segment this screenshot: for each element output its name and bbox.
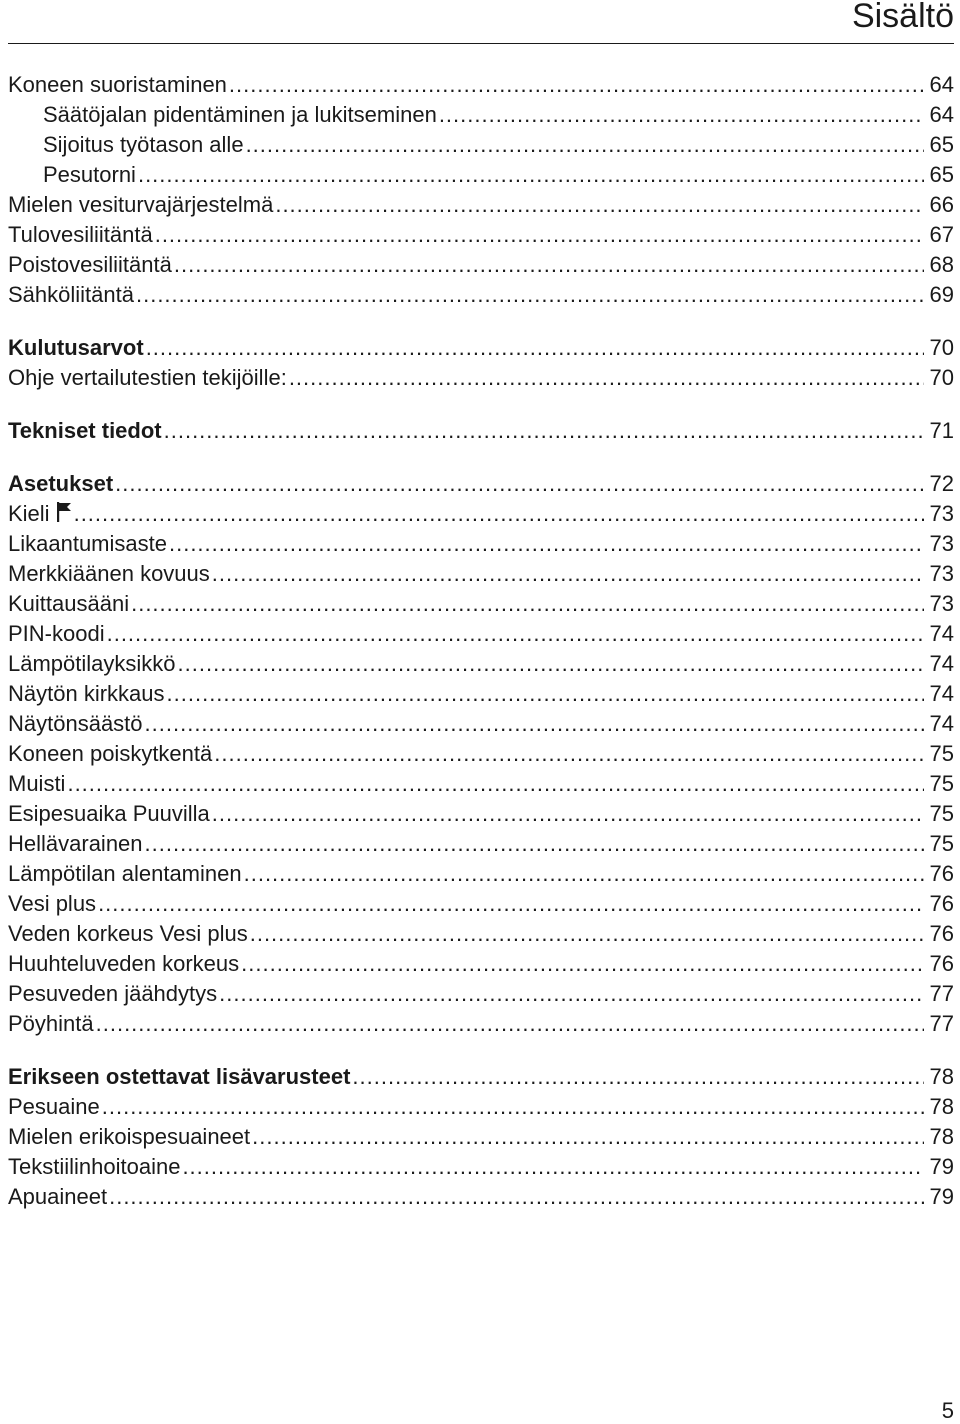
toc-entry-label bbox=[8, 559, 212, 589]
toc-leader-dots bbox=[145, 829, 924, 859]
toc-entry[interactable] bbox=[8, 220, 954, 250]
toc-entry-page: 69 bbox=[924, 280, 954, 310]
toc-entry-label bbox=[8, 859, 244, 889]
toc-entry-text: Mielen vesiturvajärjestelmä bbox=[8, 192, 274, 217]
toc-entry-label bbox=[8, 799, 212, 829]
toc-leader-dots bbox=[96, 1009, 924, 1039]
toc-entry-label bbox=[8, 709, 145, 739]
toc-entry[interactable] bbox=[8, 416, 954, 446]
toc-entry-label bbox=[8, 190, 275, 220]
toc-entry-page: 68 bbox=[924, 250, 954, 280]
toc-entry-label bbox=[8, 739, 214, 769]
toc-leader-dots bbox=[107, 619, 924, 649]
toc-entry-label bbox=[8, 469, 115, 499]
toc-leader-dots bbox=[241, 949, 923, 979]
toc-entry[interactable] bbox=[8, 559, 954, 589]
toc-leader-dots bbox=[352, 1062, 923, 1092]
toc-entry[interactable] bbox=[8, 979, 954, 1009]
toc-entry-page: 73 bbox=[924, 499, 954, 529]
toc-entry-text: Pesuaine bbox=[8, 1094, 100, 1119]
toc-entry-label bbox=[8, 499, 74, 529]
toc-entry[interactable] bbox=[8, 70, 954, 100]
toc-entry[interactable] bbox=[8, 649, 954, 679]
table-of-contents bbox=[8, 70, 954, 1212]
toc-entry-text: Pesuveden jäähdytys bbox=[8, 981, 218, 1006]
toc-entry-page: 79 bbox=[924, 1182, 954, 1212]
toc-entry-page: 70 bbox=[924, 333, 954, 363]
toc-entry[interactable] bbox=[8, 280, 954, 310]
flag-icon bbox=[56, 501, 72, 523]
toc-entry-label bbox=[8, 649, 178, 679]
toc-leader-dots bbox=[439, 100, 924, 130]
toc-entry-label bbox=[8, 70, 229, 100]
page-number: 5 bbox=[941, 1398, 954, 1423]
toc-entry-page: 73 bbox=[924, 589, 954, 619]
toc-entry-text: Huuhteluveden korkeus bbox=[8, 951, 240, 976]
toc-leader-dots bbox=[244, 859, 924, 889]
toc-entry-text: Merkkiäänen kovuus bbox=[8, 561, 210, 586]
toc-leader-dots bbox=[146, 333, 924, 363]
toc-leader-dots bbox=[67, 769, 923, 799]
toc-entry-text: Erikseen ostettavat lisävarusteet bbox=[8, 1064, 351, 1089]
toc-entry-page: 77 bbox=[924, 1009, 954, 1039]
toc-leader-dots bbox=[212, 559, 924, 589]
toc-entry[interactable] bbox=[8, 190, 954, 220]
toc-entry-text: Lämpötilan alentaminen bbox=[8, 861, 242, 886]
toc-leader-dots bbox=[169, 529, 924, 559]
toc-entry-page: 74 bbox=[924, 619, 954, 649]
toc-entry-page: 67 bbox=[924, 220, 954, 250]
title-rule bbox=[8, 43, 954, 44]
toc-entry[interactable] bbox=[8, 709, 954, 739]
toc-entry[interactable] bbox=[8, 829, 954, 859]
toc-entry-page: 75 bbox=[924, 799, 954, 829]
toc-entry-text: Apuaineet bbox=[8, 1184, 108, 1209]
toc-entry-label bbox=[8, 130, 246, 160]
toc-entry-text: Pesutorni bbox=[43, 162, 136, 187]
toc-leader-dots bbox=[138, 160, 924, 190]
toc-entry-label bbox=[8, 589, 131, 619]
page-title: Sisältö bbox=[851, 0, 954, 35]
toc-entry-text: Muisti bbox=[8, 771, 66, 796]
toc-entry-text: Vesi plus bbox=[8, 891, 97, 916]
toc-entry-text: Tekstiilinhoitoaine bbox=[8, 1154, 181, 1179]
toc-entry-text: Asetukset bbox=[8, 471, 114, 496]
toc-entry[interactable] bbox=[8, 679, 954, 709]
toc-leader-dots bbox=[252, 1122, 923, 1152]
toc-entry-page: 77 bbox=[924, 979, 954, 1009]
toc-entry-page: 73 bbox=[924, 529, 954, 559]
toc-entry-label bbox=[8, 1009, 96, 1039]
toc-entry[interactable] bbox=[8, 529, 954, 559]
toc-entry-text: Näytönsäästö bbox=[8, 711, 143, 736]
toc-entry-label bbox=[8, 220, 155, 250]
toc-entry-page: 73 bbox=[924, 559, 954, 589]
toc-entry-text: Pöyhintä bbox=[8, 1011, 94, 1036]
toc-entry-page: 74 bbox=[924, 649, 954, 679]
toc-entry-label bbox=[8, 529, 169, 559]
toc-entry-text: Hellävarainen bbox=[8, 831, 143, 856]
toc-entry-label bbox=[8, 100, 439, 130]
toc-leader-dots bbox=[289, 363, 924, 393]
toc-entry-page: 78 bbox=[924, 1122, 954, 1152]
toc-entry[interactable] bbox=[8, 250, 954, 280]
toc-entry[interactable] bbox=[8, 499, 954, 529]
toc-leader-dots bbox=[155, 220, 924, 250]
toc-entry[interactable] bbox=[8, 889, 954, 919]
toc-leader-dots bbox=[109, 1182, 923, 1212]
toc-entry-label bbox=[8, 160, 138, 190]
toc-entry-page: 78 bbox=[924, 1092, 954, 1122]
toc-entry[interactable] bbox=[8, 589, 954, 619]
toc-entry[interactable] bbox=[8, 1122, 954, 1152]
toc-entry-label bbox=[8, 619, 107, 649]
toc-entry-text: Ohje vertailutestien tekijöille: bbox=[8, 365, 287, 390]
toc-entry[interactable] bbox=[8, 363, 954, 393]
toc-entry-text: Poistovesiliitäntä bbox=[8, 252, 172, 277]
toc-entry[interactable] bbox=[8, 619, 954, 649]
toc-entry[interactable] bbox=[8, 739, 954, 769]
toc-entry-page: 75 bbox=[924, 769, 954, 799]
toc-leader-dots bbox=[214, 739, 923, 769]
toc-entry-label bbox=[8, 979, 219, 1009]
toc-entry-text: Mielen erikoispesuaineet bbox=[8, 1124, 251, 1149]
toc-entry[interactable] bbox=[8, 859, 954, 889]
toc-leader-dots bbox=[74, 499, 924, 529]
toc-leader-dots bbox=[219, 979, 923, 1009]
toc-entry-page: 70 bbox=[924, 363, 954, 393]
toc-entry-label bbox=[8, 1062, 352, 1092]
toc-leader-dots bbox=[115, 469, 923, 499]
toc-leader-dots bbox=[212, 799, 924, 829]
toc-entry-page: 76 bbox=[924, 859, 954, 889]
toc-entry-text: Koneen suoristaminen bbox=[8, 72, 227, 97]
toc-entry-label bbox=[8, 1122, 252, 1152]
toc-leader-dots bbox=[275, 190, 923, 220]
toc-entry-text: Kuittausääni bbox=[8, 591, 130, 616]
toc-entry-label bbox=[8, 416, 164, 446]
toc-leader-dots bbox=[182, 1152, 923, 1182]
toc-leader-dots bbox=[145, 709, 924, 739]
toc-entry-page: 76 bbox=[924, 919, 954, 949]
toc-entry-page: 71 bbox=[924, 416, 954, 446]
toc-entry-page: 72 bbox=[924, 469, 954, 499]
toc-entry-page: 65 bbox=[924, 130, 954, 160]
toc-entry-label bbox=[8, 769, 67, 799]
toc-entry-text: Kieli bbox=[8, 501, 50, 526]
toc-entry-text: Sijoitus työtason alle bbox=[43, 132, 244, 157]
toc-leader-dots bbox=[131, 589, 923, 619]
toc-leader-dots bbox=[174, 250, 924, 280]
toc-entry-label bbox=[8, 1152, 182, 1182]
toc-entry[interactable] bbox=[8, 469, 954, 499]
toc-entry-text: Lämpötilayksikkö bbox=[8, 651, 176, 676]
toc-entry[interactable] bbox=[8, 1152, 954, 1182]
toc-entry[interactable] bbox=[8, 130, 954, 160]
toc-entry[interactable] bbox=[8, 919, 954, 949]
toc-entry-label bbox=[8, 829, 145, 859]
toc-entry-text: Kulutusarvot bbox=[8, 335, 144, 360]
toc-entry-text: Veden korkeus Vesi plus bbox=[8, 921, 248, 946]
toc-leader-dots bbox=[136, 280, 924, 310]
toc-entry-page: 66 bbox=[924, 190, 954, 220]
toc-leader-dots bbox=[98, 889, 923, 919]
toc-entry-label bbox=[8, 889, 98, 919]
toc-entry-text: PIN-koodi bbox=[8, 621, 105, 646]
toc-entry[interactable] bbox=[8, 1062, 954, 1092]
toc-leader-dots bbox=[246, 130, 924, 160]
toc-entry-page: 75 bbox=[924, 829, 954, 859]
toc-entry[interactable] bbox=[8, 100, 954, 130]
toc-entry-label bbox=[8, 679, 167, 709]
toc-leader-dots bbox=[178, 649, 924, 679]
toc-entry-text: Koneen poiskytkentä bbox=[8, 741, 213, 766]
toc-entry-page: 76 bbox=[924, 889, 954, 919]
toc-entry-text: Näytön kirkkaus bbox=[8, 681, 165, 706]
toc-entry[interactable] bbox=[8, 1092, 954, 1122]
toc-entry-label bbox=[8, 280, 136, 310]
toc-entry[interactable] bbox=[8, 769, 954, 799]
toc-entry-text: Sähköliitäntä bbox=[8, 282, 134, 307]
toc-entry-page: 76 bbox=[924, 949, 954, 979]
toc-entry-text: Likaantumisaste bbox=[8, 531, 167, 556]
toc-entry-page: 78 bbox=[924, 1062, 954, 1092]
toc-entry-label bbox=[8, 1092, 102, 1122]
toc-leader-dots bbox=[164, 416, 924, 446]
toc-entry-label bbox=[8, 333, 146, 363]
toc-entry-text: Tekniset tiedot bbox=[8, 418, 162, 443]
toc-entry-page: 65 bbox=[924, 160, 954, 190]
toc-entry-label bbox=[8, 919, 250, 949]
toc-entry-label bbox=[8, 949, 241, 979]
toc-entry[interactable] bbox=[8, 1182, 954, 1212]
toc-leader-dots bbox=[102, 1092, 924, 1122]
toc-entry[interactable] bbox=[8, 1009, 954, 1039]
toc-entry[interactable] bbox=[8, 333, 954, 363]
toc-entry-label bbox=[8, 1182, 109, 1212]
toc-entry[interactable] bbox=[8, 949, 954, 979]
toc-entry-page: 79 bbox=[924, 1152, 954, 1182]
toc-entry-label bbox=[8, 363, 289, 393]
toc-entry[interactable] bbox=[8, 799, 954, 829]
toc-leader-dots bbox=[250, 919, 924, 949]
toc-entry-page: 74 bbox=[924, 679, 954, 709]
toc-leader-dots bbox=[229, 70, 924, 100]
toc-entry-page: 64 bbox=[924, 70, 954, 100]
toc-leader-dots bbox=[167, 679, 924, 709]
toc-entry[interactable] bbox=[8, 160, 954, 190]
toc-entry-page: 64 bbox=[924, 100, 954, 130]
toc-entry-text: Tulovesiliitäntä bbox=[8, 222, 153, 247]
toc-entry-label bbox=[8, 250, 174, 280]
toc-entry-text: Esipesuaika Puuvilla bbox=[8, 801, 210, 826]
toc-entry-text: Säätöjalan pidentäminen ja lukitseminen bbox=[43, 102, 437, 127]
toc-entry-page: 74 bbox=[924, 709, 954, 739]
toc-entry-page: 75 bbox=[924, 739, 954, 769]
